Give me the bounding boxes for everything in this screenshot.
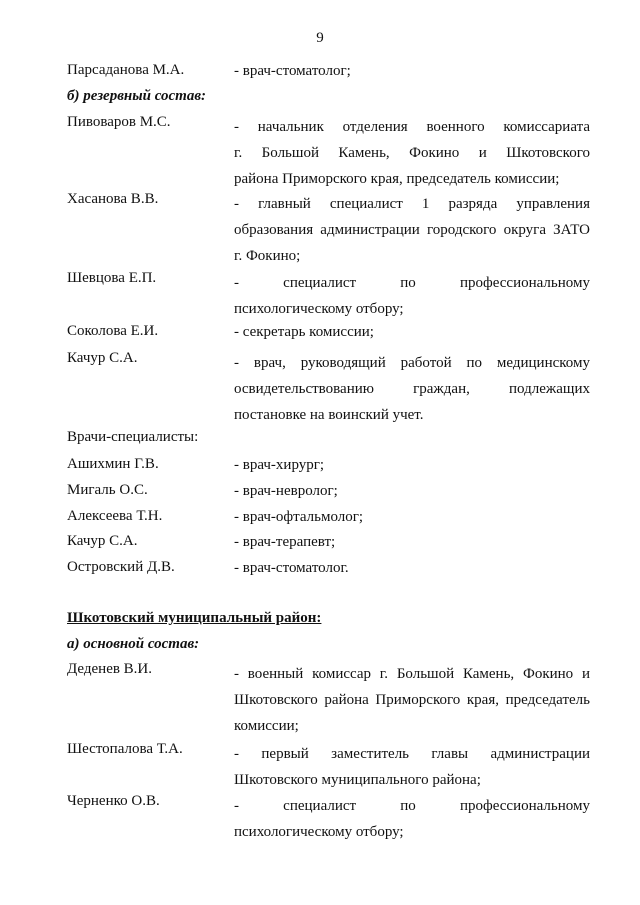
role-line: образования администрации городского округа ЗАТО: [234, 222, 590, 238]
member-role: [234, 191, 590, 269]
main-heading: а) основной состав:: [67, 636, 200, 652]
member-name: Парсаданова М.А.: [67, 62, 185, 78]
specialist-role: - врач-офтальмолог;: [234, 509, 364, 525]
role-line: - врач-стоматолог;: [234, 63, 351, 79]
role-line: г. Большой Камень, Фокино и Шкотовского: [234, 145, 590, 161]
specialists-label: Врачи-специалисты:: [67, 429, 199, 445]
reserve-heading: б) резервный состав:: [67, 88, 207, 104]
member-role: [234, 114, 590, 192]
role-line: освидетельствованию граждан, подлежащих: [234, 381, 590, 397]
section-heading: Шкотовский муниципальный район:: [67, 610, 322, 626]
role-line: г. Фокино;: [234, 248, 301, 264]
role-line: - начальник отделения военного комиссариата: [234, 119, 590, 135]
specialist-name: Ашихмин Г.В.: [67, 456, 159, 472]
specialist-role: - врач-невролог;: [234, 483, 338, 499]
specialist-name: Качур С.А.: [67, 533, 138, 549]
role-line: - главный специалист 1 разряда управления: [234, 196, 590, 212]
specialist-name: Алексеева Т.Н.: [67, 508, 163, 524]
specialist-name: Островский Д.В.: [67, 559, 175, 575]
role-line: психологическому отбору;: [234, 301, 404, 317]
role-line: психологическому отбору;: [234, 824, 404, 840]
member-role: [234, 793, 590, 845]
specialist-role: - врач-стоматолог.: [234, 560, 349, 576]
specialist-role: - врач-хирург;: [234, 457, 325, 473]
role-line: Шкотовского района Приморского края, председатель: [234, 692, 590, 708]
member-name: Шестопалова Т.А.: [67, 741, 183, 757]
member-role: [234, 741, 590, 793]
role-line: - специалист по профессиональному: [234, 275, 590, 291]
specialist-role: - врач-терапевт;: [234, 534, 336, 550]
role-line: - военный комиссар г. Большой Камень, Фокино и: [234, 666, 590, 682]
role-line: - врач, руководящий работой по медицинскому: [234, 355, 590, 371]
role-line: Шкотовского муниципального района;: [234, 772, 481, 788]
member-name: Качур С.А.: [67, 350, 138, 366]
specialist-name: Мигаль О.С.: [67, 482, 148, 498]
member-name: Шевцова Е.П.: [67, 270, 157, 286]
member-name: Деденев В.И.: [67, 661, 153, 677]
member-name: Соколова Е.И.: [67, 323, 159, 339]
role-line: постановке на воинский учет.: [234, 407, 424, 423]
member-role: [234, 270, 590, 322]
member-role: [234, 323, 590, 341]
role-line: комиссии;: [234, 718, 299, 734]
member-role: [234, 661, 590, 739]
member-role: [234, 350, 590, 428]
role-line: - специалист по профессиональному: [234, 798, 590, 814]
member-name: Черненко О.В.: [67, 793, 160, 809]
member-name: Хасанова В.В.: [67, 191, 159, 207]
role-line: района Приморского края, председатель комиссии;: [234, 171, 560, 187]
member-name: Пивоваров М.С.: [67, 114, 171, 130]
role-line: - первый заместитель главы администрации: [234, 746, 590, 762]
member-role: [234, 62, 590, 80]
page-number: 9: [316, 30, 324, 46]
role-line: - секретарь комиссии;: [234, 324, 374, 340]
